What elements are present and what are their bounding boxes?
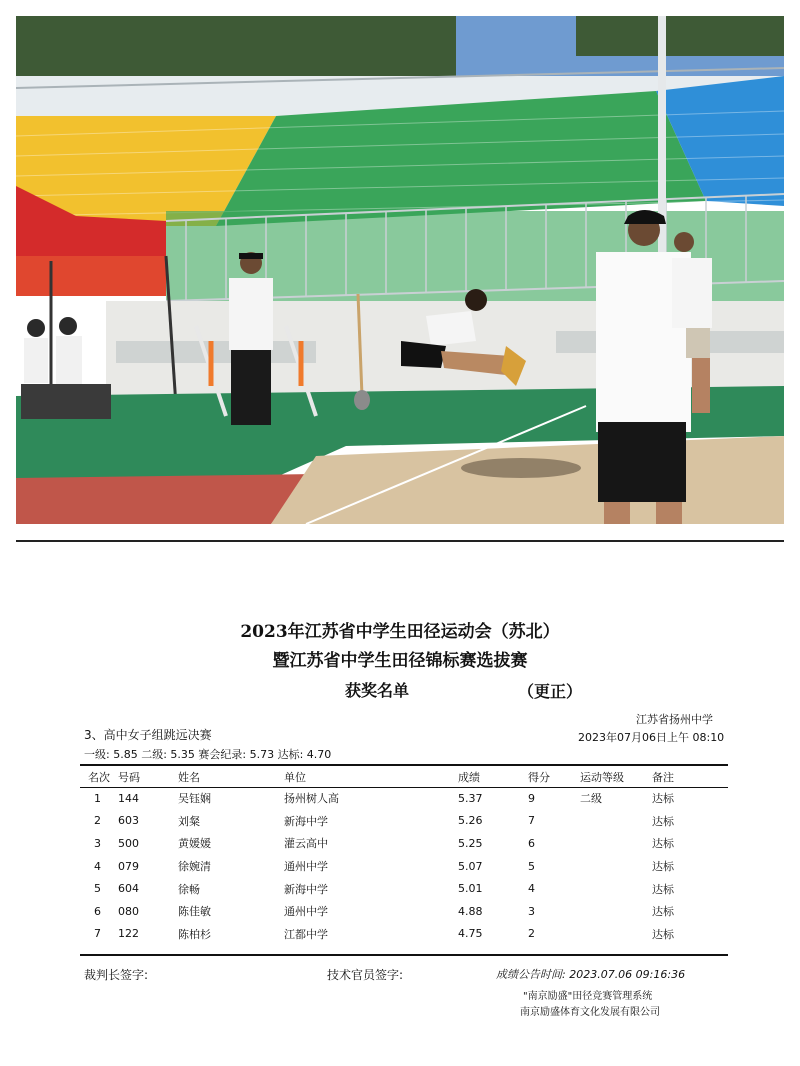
cell-unit: 江都中学 [284, 927, 328, 941]
cell-points: 9 [528, 791, 535, 805]
table-row [80, 855, 728, 878]
cell-name: 黄媛媛 [178, 837, 211, 851]
company-name: 南京励盛体育文化发展有限公司 [520, 1007, 660, 1018]
table-header-row [80, 766, 728, 787]
cell-bib: 079 [118, 859, 139, 873]
header-unit: 单位 [284, 770, 306, 784]
organizer: 江苏省扬州中学 [636, 713, 713, 726]
cell-rank: 2 [94, 814, 101, 828]
separator-line [16, 540, 784, 542]
cell-level: 二级 [580, 792, 602, 806]
referee-signature-label: 裁判长签字: [84, 968, 149, 982]
cell-unit: 通州中学 [284, 860, 328, 874]
cell-bib: 603 [118, 814, 139, 828]
cell-score: 5.26 [458, 814, 483, 828]
cell-note: 达标 [652, 860, 674, 874]
header-bib: 号码 [118, 770, 140, 784]
cell-note: 达标 [652, 837, 674, 851]
cell-points: 7 [528, 814, 535, 828]
cell-score: 5.25 [458, 836, 483, 850]
table-row [80, 832, 728, 855]
cell-name: 徐畅 [178, 882, 200, 896]
cell-unit: 通州中学 [284, 905, 328, 919]
cell-rank: 6 [94, 904, 101, 918]
table-row [80, 877, 728, 900]
cell-score: 4.75 [458, 927, 483, 941]
awards-list-title: 获奖名单 [345, 681, 410, 700]
table-row [80, 787, 728, 810]
cell-name: 刘粲 [178, 814, 200, 828]
table-row [80, 810, 728, 833]
cell-note: 达标 [652, 927, 674, 941]
cell-level [580, 810, 652, 833]
cell-score: 5.01 [458, 882, 483, 896]
header-level: 运动等级 [580, 770, 624, 784]
table-bottom-rule [80, 954, 728, 956]
correction-label: （更正） [518, 682, 583, 701]
cell-note: 达标 [652, 882, 674, 896]
title-line-2: 暨江苏省中学生田径锦标赛选拔赛 [272, 651, 528, 671]
standards-line: 一级: 5.85 二级: 5.35 赛会纪录: 5.73 达标: 4.70 [84, 748, 332, 761]
cell-note: 达标 [652, 814, 674, 828]
results-table [80, 766, 728, 945]
cell-name: 陈佳敏 [178, 905, 211, 919]
cell-points: 6 [528, 836, 535, 850]
header-name: 姓名 [178, 770, 200, 784]
title-line-1: 2023年江苏省中学生田径运动会（苏北） [240, 622, 560, 642]
photo-illustration [16, 16, 784, 524]
cell-name: 吴钰娴 [178, 792, 211, 806]
cell-unit: 新海中学 [284, 814, 328, 828]
cell-score: 4.88 [458, 904, 483, 918]
long-jump-photo [16, 16, 784, 524]
cell-rank: 3 [94, 836, 101, 850]
cell-bib: 122 [118, 927, 139, 941]
cell-rank: 4 [94, 859, 101, 873]
table-row [80, 923, 728, 946]
cell-level [580, 877, 652, 900]
cell-points: 5 [528, 859, 535, 873]
cell-bib: 144 [118, 791, 139, 805]
system-name: "南京励盛"田径竞赛管理系统 [523, 991, 653, 1002]
cell-name: 徐婉清 [178, 860, 211, 874]
cell-note: 达标 [652, 905, 674, 919]
cell-rank: 1 [94, 791, 101, 805]
event-name: 3、高中女子组跳远决赛 [84, 728, 212, 742]
tech-official-signature-label: 技术官员签字: [327, 968, 404, 982]
cell-bib: 500 [118, 836, 139, 850]
cell-unit: 扬州树人高 [284, 792, 339, 806]
cell-rank: 7 [94, 927, 101, 941]
cell-unit: 新海中学 [284, 882, 328, 896]
cell-unit: 灌云高中 [284, 837, 328, 851]
announcement-time: 成绩公告时间: 2023.07.06 09:16:36 [496, 968, 686, 981]
cell-note: 达标 [652, 792, 674, 806]
cell-points: 3 [528, 904, 535, 918]
cell-bib: 604 [118, 882, 139, 896]
cell-level [580, 855, 652, 878]
table-row [80, 900, 728, 923]
cell-score: 5.37 [458, 791, 483, 805]
cell-level [580, 900, 652, 923]
cell-score: 5.07 [458, 859, 483, 873]
header-points: 得分 [528, 770, 550, 784]
cell-rank: 5 [94, 882, 101, 896]
cell-bib: 080 [118, 904, 139, 918]
cell-points: 4 [528, 882, 535, 896]
cell-name: 陈柏杉 [178, 927, 211, 941]
header-rank: 名次 [88, 770, 110, 784]
event-datetime: 2023年07月06日上午 08:10 [578, 731, 725, 744]
cell-level [580, 832, 652, 855]
header-note: 备注 [652, 770, 674, 784]
cell-points: 2 [528, 927, 535, 941]
header-score: 成绩 [458, 770, 480, 784]
cell-level [580, 923, 652, 946]
